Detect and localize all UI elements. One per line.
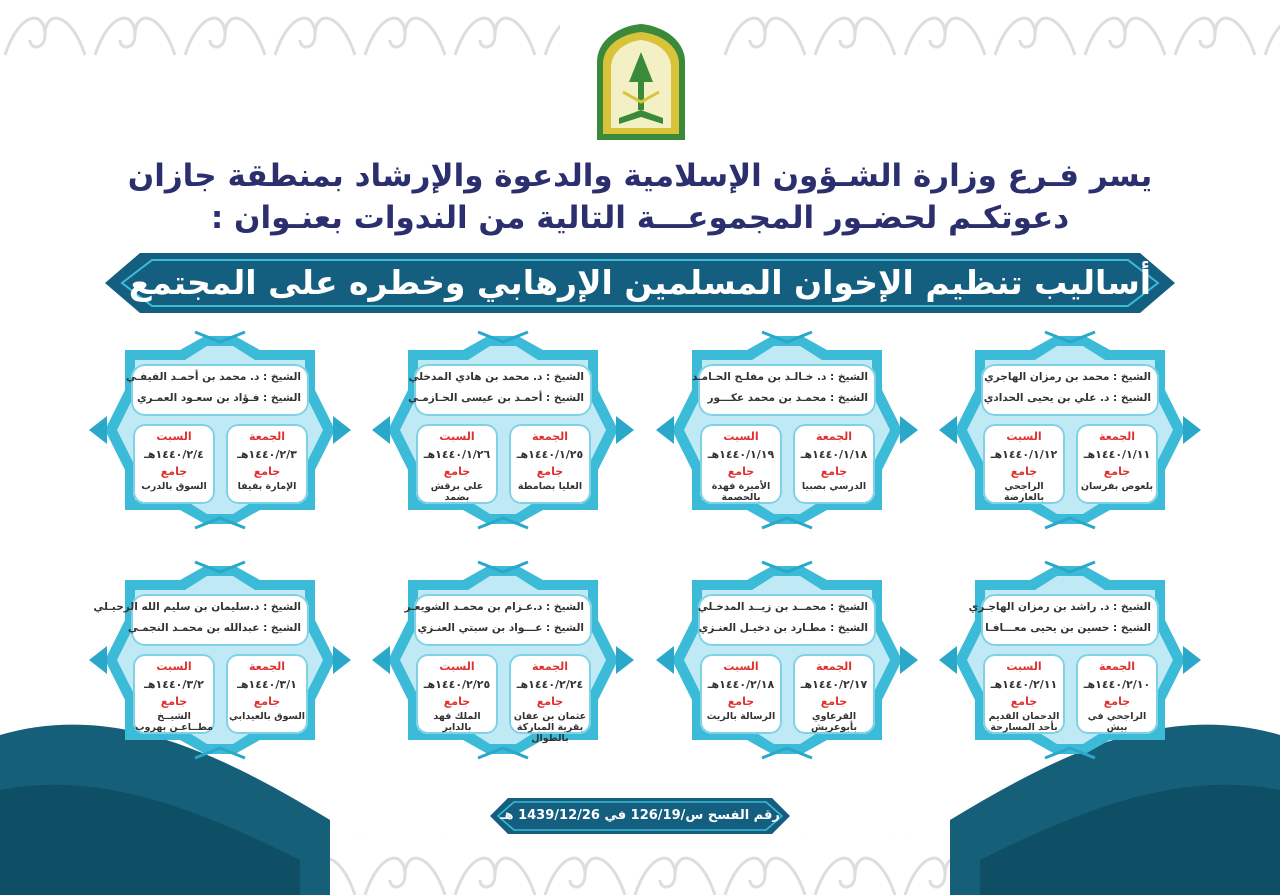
- day-label: السبت: [156, 660, 192, 673]
- day-label: الجمعة: [248, 430, 286, 443]
- session-date: ١٤٤٠/٢/١١هـ: [990, 678, 1058, 691]
- day-label: الجمعة: [815, 660, 853, 673]
- mosque-label: جامع: [820, 465, 848, 478]
- day-label: الجمعة: [1098, 660, 1136, 673]
- friday-session: [793, 654, 875, 734]
- card-ornament: [935, 330, 1205, 530]
- mosque-name: بلعوص بفرسان: [1080, 481, 1154, 492]
- mosque-label: جامع: [1010, 465, 1038, 478]
- mosque-label: جامع: [160, 465, 188, 478]
- mosque-name: الرسالة بالريث: [706, 711, 776, 722]
- session-date: ١٤٤٠/٣/٢هـ: [144, 678, 204, 691]
- mosque-label: جامع: [820, 695, 848, 708]
- day-label: السبت: [156, 430, 192, 443]
- friday-session: [509, 654, 591, 744]
- mosque-label: جامع: [727, 465, 755, 478]
- day-label: السبت: [723, 660, 759, 673]
- speaker-1: الشيخ : د. راشد بن رمزان الهاجـري: [968, 601, 1151, 613]
- mosque-label: جامع: [443, 465, 471, 478]
- mosque-label: جامع: [160, 695, 188, 708]
- mosque-name: الدرسي بصبيا: [801, 481, 867, 492]
- saturday-session: [416, 424, 498, 504]
- saturday-session: [983, 654, 1065, 734]
- speakers-box: [698, 594, 876, 646]
- session-date: ١٤٤٠/٢/٢٤هـ: [516, 678, 584, 691]
- card-ornament: [935, 560, 1205, 760]
- friday-session: [226, 424, 308, 504]
- mosque-name: العليا بصامطة: [517, 481, 583, 492]
- speaker-2: الشيخ : د. علي بن يحيى الحدادي: [983, 392, 1151, 404]
- session-date: ١٤٤٠/٣/١هـ: [237, 678, 297, 691]
- saturday-session: [133, 654, 215, 734]
- speaker-1: الشيخ : د. خـالـد بن مفلـح الحـامـد: [692, 371, 868, 383]
- saturday-session: [700, 424, 782, 504]
- speaker-2: الشيخ : فـؤاد بن سعـود العمـري: [136, 392, 301, 404]
- day-label: السبت: [1006, 660, 1042, 673]
- permit-number: رقم الفسح س/126/19 في 1439/12/26 هـ: [500, 808, 780, 823]
- speaker-2: الشيخ : عبدالله بن محمـد النجمـي: [127, 622, 301, 634]
- session-date: ١٤٤٠/١/٢٦هـ: [423, 448, 491, 461]
- speakers-box: [968, 594, 1159, 646]
- speaker-1: الشيخ : د. محمد بن هادي المدخلي: [408, 371, 584, 383]
- speaker-2: الشيخ : حسين بن يحيى معـــافـا: [985, 622, 1151, 634]
- mosque-name: الإمارة بفيفا: [237, 481, 297, 492]
- session-date: ١٤٤٠/١/١٨هـ: [800, 448, 868, 461]
- lecture-card: [368, 560, 638, 760]
- mosque-name: عثمان بن عفان بقرية المباركة بالطوال: [513, 711, 587, 744]
- speaker-2: الشيخ : مطـارد بن دخيـل العنـزي: [698, 622, 868, 634]
- mosque-name: الراجحي بالعارضة: [1003, 481, 1045, 503]
- lecture-card: [652, 560, 922, 760]
- session-date: ١٤٤٠/٢/١٨هـ: [707, 678, 775, 691]
- day-label: الجمعة: [531, 430, 569, 443]
- mosque-name: السوق بالعيدابي: [228, 711, 306, 722]
- speakers-box: [404, 594, 592, 646]
- friday-session: [1076, 654, 1158, 734]
- day-label: السبت: [439, 660, 475, 673]
- mosque-label: جامع: [536, 465, 564, 478]
- header-line-1: يسر فـرع وزارة الشـؤون الإسلامية والدعوة والإرشاد بمنطقة جازان: [127, 158, 1153, 194]
- friday-session: [793, 424, 875, 504]
- day-label: الجمعة: [815, 430, 853, 443]
- speaker-1: الشيخ : محمد بن رمزان الهاجري: [984, 371, 1151, 383]
- lecture-card: [935, 560, 1205, 760]
- mosque-label: جامع: [727, 695, 755, 708]
- day-label: الجمعة: [531, 660, 569, 673]
- mosque-name: علي برقش بضمد: [430, 481, 484, 503]
- mosque-label: جامع: [1103, 465, 1131, 478]
- mosque-name: الدحمان القديم بأحد المسارحة: [988, 711, 1060, 733]
- speakers-box: [408, 364, 592, 416]
- speakers-box: [692, 364, 876, 416]
- mosque-label: جامع: [536, 695, 564, 708]
- friday-session: [1076, 424, 1158, 504]
- card-ornament: [368, 330, 638, 530]
- mosque-label: جامع: [1103, 695, 1131, 708]
- day-label: السبت: [439, 430, 475, 443]
- speakers-box: [93, 594, 309, 646]
- saturday-session: [416, 654, 498, 734]
- lecture-card: [85, 560, 355, 760]
- speaker-2: الشيخ : محمـد بن محمد عكـــور: [707, 392, 868, 404]
- speakers-box: [981, 364, 1159, 416]
- session-date: ١٤٤٠/٢/٣هـ: [237, 448, 297, 461]
- mosque-name: الراجحي في بيش: [1087, 711, 1147, 733]
- session-date: ١٤٤٠/١/١٩هـ: [707, 448, 775, 461]
- session-date: ١٤٤٠/١/١١هـ: [1083, 448, 1151, 461]
- speaker-2: الشيخ : أحمـد بن عيسى الحـازمـي: [408, 392, 584, 404]
- lecture-card: [935, 330, 1205, 530]
- session-date: ١٤٤٠/١/٢٥هـ: [516, 448, 584, 461]
- friday-session: [226, 654, 308, 734]
- speaker-1: الشيخ : د. محمد بن أحمـد الفيفـي: [125, 371, 301, 383]
- session-date: ١٤٤٠/١/١٢هـ: [990, 448, 1058, 461]
- mosque-name: الشيــخ مطــاعـن بهروب: [135, 711, 213, 733]
- day-label: الجمعة: [248, 660, 286, 673]
- saturday-session: [700, 654, 782, 734]
- session-date: ١٤٤٠/٢/١٧هـ: [800, 678, 868, 691]
- mosque-label: جامع: [253, 695, 281, 708]
- card-ornament: [85, 560, 355, 760]
- session-date: ١٤٤٠/٢/٤هـ: [144, 448, 204, 461]
- mosque-name: الملك فهد بالداير: [433, 711, 481, 733]
- mosque-name: السوق بالدرب: [141, 481, 207, 492]
- day-label: الجمعة: [1098, 430, 1136, 443]
- mosque-name: الأميرة فهدة بالحصمة: [711, 481, 771, 503]
- ministry-logo: [589, 22, 693, 142]
- card-ornament: [368, 560, 638, 760]
- card-ornament: [652, 330, 922, 530]
- mosque-label: جامع: [1010, 695, 1038, 708]
- card-ornament: [85, 330, 355, 530]
- day-label: السبت: [723, 430, 759, 443]
- card-ornament: [652, 560, 922, 760]
- speaker-1: الشيخ : د.سليمان بن سليم الله الرحيـلي: [93, 601, 301, 613]
- mosque-name: القرعاوي بأبوعريش: [810, 711, 858, 733]
- friday-session: [509, 424, 591, 504]
- banner-title: أساليب تنظيم الإخوان المسلمين الإرهابي وخطره على المجتمع: [128, 263, 1152, 302]
- speaker-2: الشيخ : عـــواد بن سبتي العنـزي: [417, 622, 584, 634]
- speaker-1: الشيخ : محمــد بن زيــد المدخـلي: [697, 601, 868, 613]
- mosque-label: جامع: [443, 695, 471, 708]
- saturday-session: [983, 424, 1065, 504]
- speaker-1: الشيخ : د.عـزام بن محمـد الشويعـر: [404, 601, 584, 613]
- lecture-card: [85, 330, 355, 530]
- lecture-card: [368, 330, 638, 530]
- saturday-session: [133, 424, 215, 504]
- session-date: ١٤٤٠/٢/٢٥هـ: [423, 678, 491, 691]
- lecture-card: [652, 330, 922, 530]
- day-label: السبت: [1006, 430, 1042, 443]
- session-date: ١٤٤٠/٢/١٠هـ: [1083, 678, 1151, 691]
- header-line-2: دعوتكـم لحضـور المجموعـــة التالية من الندوات بعنـوان :: [210, 200, 1070, 236]
- speakers-box: [125, 364, 309, 416]
- mosque-label: جامع: [253, 465, 281, 478]
